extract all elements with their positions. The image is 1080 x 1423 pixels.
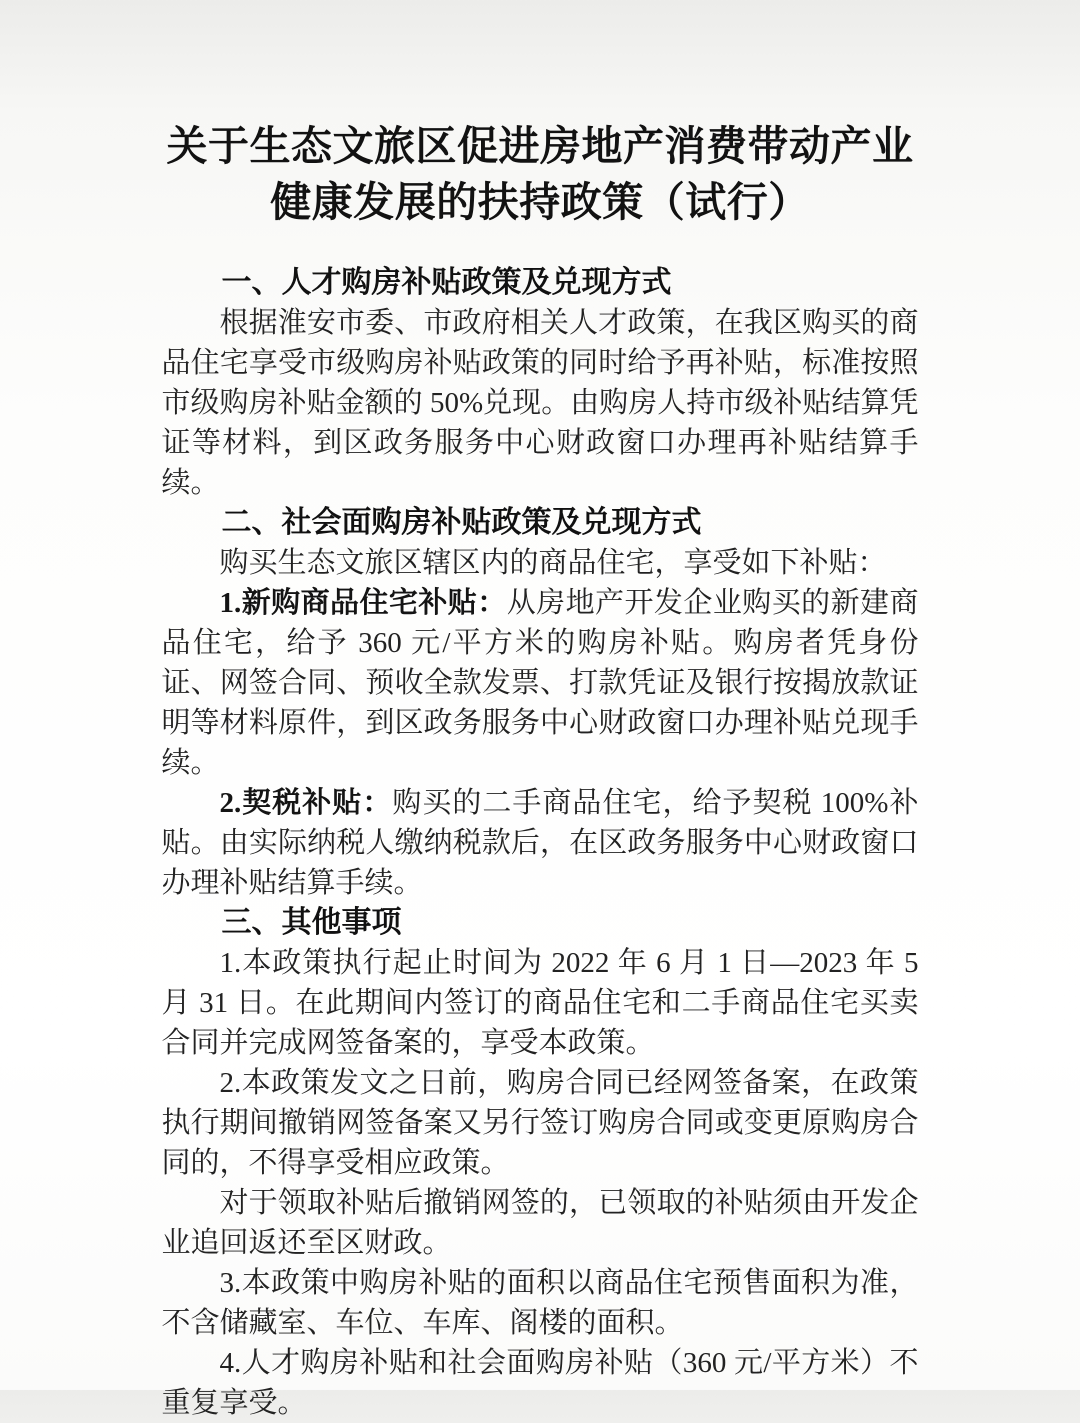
- paragraph: [162, 1183, 919, 1263]
- section-heading-3: 三、其他事项: [221, 906, 402, 939]
- paragraph: [162, 943, 919, 1063]
- paragraph-text: 1.本政策执行起止时间为 2022 年 6 月 1 日—2023 年 5 月 31 日。在此期间内签订的商品住宅和二手商品住宅买卖合同并完成网签备案的，享受本政策。: [161, 947, 919, 1059]
- paragraph-lead: 1.新购商品住宅补贴：: [219, 587, 507, 619]
- paragraph-text: 4.人才购房补贴和社会面购房补贴（360 元/平方米）不重复享受。: [161, 1347, 919, 1419]
- document-title-line1: 关于生态文旅区促进房地产消费带动产业: [166, 123, 914, 169]
- paragraph-lead: 2.契税补贴：: [219, 787, 393, 819]
- paragraph-text: 对于领取补贴后撤销网签的，已领取的补贴须由开发企业追回返还至区财政。: [161, 1187, 919, 1259]
- document-body: [162, 263, 919, 1423]
- document-title-line2: 健康发展的扶持政策（试行）: [270, 179, 810, 225]
- paragraph-text: 从房地产开发企业购买的新建商品住宅，给予 360 元/平方米的购房补贴。购房者凭身份证、网签合同、预收全款发票、打款凭证及银行按揭放款证明等材料原件，到区政务服务中心财政窗口办理补贴兑现手续。: [161, 587, 919, 779]
- section-heading-2: 二、社会面购房补贴政策及兑现方式: [221, 506, 702, 539]
- paragraph: [162, 303, 919, 503]
- paragraph: [162, 583, 919, 783]
- paragraph: [162, 783, 919, 903]
- paragraph-text: 根据淮安市委、市政府相关人才政策，在我区购买的商品住宅享受市级购房补贴政策的同时给予再补贴，标准按照市级购房补贴金额的 50%兑现。由购房人持市级补贴结算凭证等材料，到区政务服务中心财政窗口办理再补贴结算手续。: [161, 307, 919, 499]
- paragraph: [162, 1263, 919, 1343]
- document-title: [162, 118, 919, 230]
- section-heading-1: 一、人才购房补贴政策及兑现方式: [221, 266, 672, 299]
- paragraph-text: 购买的二手商品住宅，给予契税 100%补贴。由实际纳税人缴纳税款后，在区政务服务中心财政窗口办理补贴结算手续。: [161, 787, 919, 899]
- paragraph: [162, 1063, 919, 1183]
- paragraph-text: 2.本政策发文之日前，购房合同已经网签备案，在政策执行期间撤销网签备案又另行签订购房合同或变更原购房合同的，不得享受相应政策。: [161, 1067, 919, 1179]
- paragraph: [162, 1343, 919, 1423]
- document-page: [162, 0, 919, 1423]
- paragraph-text: 3.本政策中购房补贴的面积以商品住宅预售面积为准，不含储藏室、车位、车库、阁楼的面积。: [161, 1267, 919, 1339]
- paragraph-text: 购买生态文旅区辖区内的商品住宅，享受如下补贴：: [219, 547, 887, 579]
- paragraph: [162, 543, 919, 583]
